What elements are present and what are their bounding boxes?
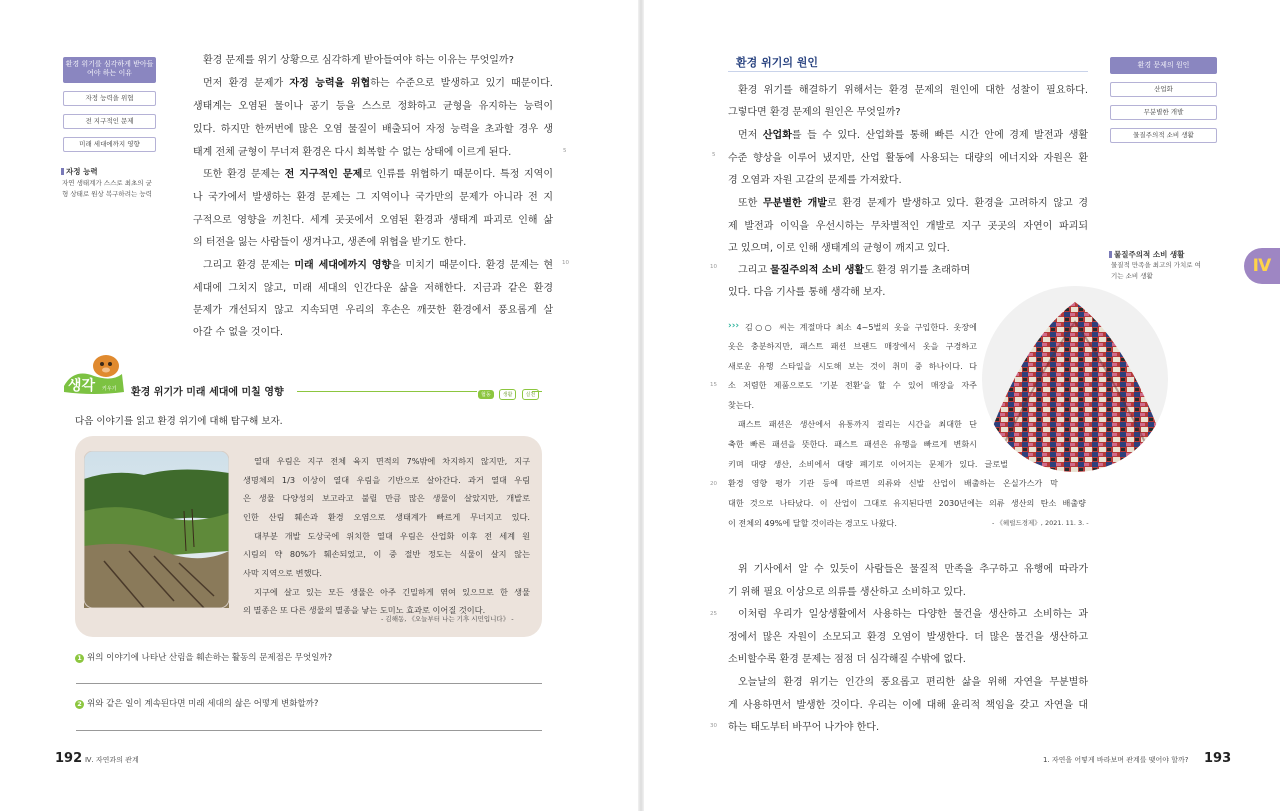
- text-line: [728, 396, 788, 416]
- question-number: 1: [75, 654, 84, 663]
- section-title: 환경 위기의 원인: [736, 56, 819, 69]
- text-line: [193, 278, 553, 300]
- text-line: [728, 474, 1058, 494]
- text-run: 도 환경 위기를 초래하며: [864, 265, 971, 276]
- text-run: 있다. 다음 기사를 통해 생각해 보자.: [728, 287, 886, 298]
- text-run: 를 들 수 있다. 산업화를 통해 빠른 시간 안에 경제 발전과 생활: [791, 130, 1089, 141]
- text-run: 열대 우림은 지구 전체 육지 면적의 7%밖에 차지하지 않지만, 지구: [254, 456, 530, 466]
- glossary-title: 자정 능력: [61, 166, 98, 177]
- line-number: 15: [710, 382, 717, 388]
- think-tags: [478, 381, 539, 400]
- text-line: [254, 527, 530, 546]
- line-number: 30: [710, 723, 717, 729]
- text-run: 새로운 유행 스타일을 시도해 보는 것이 취미 중 하나이다. 다: [728, 361, 977, 371]
- question-1: [75, 651, 332, 663]
- question-number: 2: [75, 700, 84, 709]
- text-line: [738, 125, 1088, 147]
- text-run: 수준 향상을 이루어 냈지만, 산업 활동에 사용되는 대량의 에너지와 자원은 환: [728, 153, 1088, 164]
- text-run: 소비할수록 환경 문제는 점점 더 심각해질 수밖에 없다.: [728, 654, 966, 665]
- text-run: 시림의 약 80%가 훼손되었고, 이 중 절반 정도는 식물이 살지 않는: [243, 549, 530, 559]
- text-run: 경 오염과 자원 고갈의 문제를 가져왔다.: [728, 175, 902, 186]
- key-term: 물질주의적 소비 생활: [770, 265, 865, 276]
- text-line: [203, 255, 553, 277]
- text-run: 그렇다면 환경 문제의 원인은 무엇일까?: [728, 107, 901, 118]
- text-run: 이처럼 우리가 일상생활에서 사용하는 다양한 물건을 생산하고 소비하는 과: [738, 609, 1088, 620]
- text-line: [728, 170, 958, 192]
- section-title-rule: [728, 71, 1088, 72]
- text-line: [728, 717, 898, 739]
- text-run: 찾는다.: [728, 400, 755, 410]
- right-nav-item-1[interactable]: 산업화: [1110, 82, 1217, 97]
- text-run: 고 있으며, 이로 인해 생태계의 균형이 깨지고 있다.: [728, 243, 950, 254]
- text-line: [738, 80, 1088, 102]
- text-line: [738, 559, 1088, 581]
- right-glossary-body-2: 기는 소비 생활: [1111, 272, 1153, 280]
- news-source: - 《헤럴드경제》, 2021. 11. 3. -: [992, 519, 1089, 527]
- text-run: 먼저 환경 문제가: [203, 78, 290, 89]
- question-2: [75, 697, 318, 709]
- text-run: 아갈 수 없을 것이다.: [193, 327, 283, 338]
- text-run: 대부분 개발 도상국에 위치한 열대 우림은 산업화 이후 전 세계 원: [254, 531, 530, 541]
- sidebar-item-1[interactable]: 자정 능력을 위협: [63, 91, 156, 106]
- chapter-tab[interactable]: Ⅳ: [1244, 248, 1280, 284]
- story-source: - 김해동, 《오늘부터 나는 기후 시민입니다》 -: [381, 615, 514, 623]
- think-badge-icon: [60, 352, 128, 398]
- text-line: [728, 216, 1088, 238]
- sidebar-item-2[interactable]: 전 지구적인 문제: [63, 114, 156, 129]
- text-line: [728, 357, 977, 377]
- text-line: [728, 282, 928, 304]
- text-line: [728, 102, 928, 124]
- text-run: 이 전체의 49%에 달할 것이라는 경고도 나왔다.: [728, 518, 897, 528]
- text-line: [203, 164, 553, 186]
- text-line: [203, 50, 548, 72]
- text-line: [728, 337, 977, 357]
- text-run: 환경 위기를 해결하기 위해서는 환경 문제의 원인에 대한 성찰이 필요하다.: [738, 85, 1088, 96]
- text-run: 하는 수준으로 발생하고 있기 때문이다.: [370, 78, 553, 89]
- text-line: [193, 210, 553, 232]
- text-run: 인한 산림 훼손과 환경 오염으로 생태계가 빠르게 무너지고 있다.: [243, 512, 530, 522]
- text-line: [193, 300, 553, 322]
- text-run: 오늘날의 환경 위기는 인간의 풍요롭고 편리한 삶을 위해 자연을 무분별하: [738, 677, 1088, 688]
- text-run: 구적으로 영향을 끼친다. 세계 곳곳에서 오염된 환경과 생태계 파괴로 인해 삶: [193, 215, 553, 226]
- text-run: 위 기사에서 알 수 있듯이 사람들은 물질적 만족을 추구하고 유행에 따라가: [738, 564, 1088, 575]
- text-line: [203, 73, 553, 95]
- key-term: 미래 세대에까지 영향: [294, 260, 392, 271]
- think-divider: [297, 391, 477, 392]
- text-run: 옷은 충분하지만, 패스트 패션 브랜드 매장에서 옷을 구경하고: [728, 341, 977, 351]
- text-run: 로 인류를 위협하기 때문이다. 특정 지역이: [362, 169, 554, 180]
- text-run: 로 환경 문제가 발생하고 있다. 환경을 고려하지 않고 경: [826, 198, 1088, 209]
- line-number: 20: [710, 481, 717, 487]
- text-run: 의 멸종은 또 다른 생물의 멸종을 낳는 도미노 효과로 이어질 것이다.: [243, 605, 486, 615]
- page-number-right: 193: [1204, 751, 1232, 766]
- think-divider-end: [532, 391, 542, 392]
- text-line: [243, 564, 343, 583]
- text-run: 소 저렴한 제품으로도 '기분 전환'을 할 수 있어 매장을 자주: [728, 380, 977, 390]
- text-run: 세대에 그치지 않고, 미래 세대의 인간다운 삶을 저해한다. 지금과 같은 환경: [193, 283, 553, 294]
- answer-line-2[interactable]: [76, 730, 542, 731]
- question-text: 위의 이야기에 나타난 산림을 훼손하는 활동의 문제점은 무엇일까?: [87, 653, 333, 663]
- text-line: [728, 582, 978, 604]
- text-run: 문제가 개선되지 않고 지속되면 우리의 후손은 깨끗한 환경에서 풍요롭게 살: [193, 305, 553, 316]
- deforestation-photo: [84, 451, 229, 608]
- text-run: 을 미치기 때문이다. 환경 문제는 현: [391, 260, 554, 271]
- text-run: 게 사용하면서 발생한 것이다. 우리는 이에 대해 윤리적 책임을 갖고 자연을 대: [728, 700, 1088, 711]
- text-run: 환경 문제를 위기 상황으로 심각하게 받아들여야 하는 이유는 무엇일까?: [203, 55, 514, 66]
- line-number: 25: [710, 611, 717, 617]
- text-line: [243, 508, 530, 527]
- answer-line-1[interactable]: [76, 683, 542, 684]
- text-run: 김○○ 씨는 계절마다 최소 4~5벌의 옷을 구입한다. 옷장에: [745, 322, 977, 332]
- line-number: 5: [712, 152, 716, 158]
- news-arrow-icon: ›››: [728, 321, 740, 331]
- text-run: 축한 빠른 패션을 뜻한다. 패스트 패션은 유행을 빠르게 변화시: [728, 439, 977, 449]
- text-line: [728, 649, 988, 671]
- text-run: 태계 전체 균형이 무너져 환경은 다시 회복할 수 없는 상태에 이르게 된다.: [193, 147, 512, 158]
- text-run: 키며 대량 생산, 소비에서 대량 폐기로 이어지는 문제가 있다. 글로벌: [728, 459, 1008, 469]
- text-line: [243, 545, 530, 564]
- tag-cooperation: 협동: [478, 390, 494, 399]
- text-run: 사막 지역으로 변했다.: [243, 568, 322, 578]
- text-run: 환경 영향 평가 기관 등에 따르면 의류와 신발 산업이 배출하는 온실가스가 막: [728, 478, 1058, 488]
- page-gutter: [638, 0, 644, 811]
- key-term: 자정 능력을 위협: [289, 78, 371, 89]
- line-number: 10: [562, 260, 569, 266]
- tag-practice: 실천: [522, 389, 540, 400]
- line-number: 10: [710, 264, 717, 270]
- text-run: 기 위해 필요 이상으로 의류를 생산하고 소비하고 있다.: [728, 587, 966, 598]
- text-line: [254, 452, 530, 471]
- footer-chapter-right: 1. 자연을 어떻게 바라보며 관계를 맺어야 할까?: [1043, 756, 1189, 764]
- text-line: [193, 232, 493, 254]
- think-intro: 다음 이야기를 읽고 환경 위기에 대해 탐구해 보자.: [75, 416, 283, 427]
- text-line: [728, 148, 1088, 170]
- text-line: [738, 260, 983, 282]
- right-glossary-body-1: 물질적 만족을 최고의 가치로 여: [1111, 261, 1201, 269]
- glossary-body-2: 형 상태로 원상 복구하려는 능력: [62, 190, 152, 198]
- text-line: [243, 471, 530, 490]
- footer-chapter: Ⅳ. 자연과의 관계: [85, 756, 139, 764]
- text-run: 또한 환경 문제는: [203, 169, 285, 180]
- text-line: [193, 119, 553, 141]
- text-line: [728, 494, 1086, 514]
- text-run: 정에서 많은 자원이 소모되고 환경 오염이 발생한다. 더 많은 물건을 생산하고: [728, 632, 1088, 643]
- text-run: 은 생물 다양성의 보고라고 불릴 만큼 많은 생물이 살았지만, 개발로: [243, 493, 530, 503]
- sidebar-nav-head-label: 환경 위기를 심각하게 받아들여야 하는 이유: [65, 60, 154, 77]
- text-run: 생태계는 오염된 물이나 공기 등을 스스로 정화하고 균형을 유지하는 능력이: [193, 101, 553, 112]
- text-run: 먼저: [738, 130, 763, 141]
- text-run: 의 터전을 잃는 사람들이 생겨나고, 생존에 위협을 받기도 한다.: [193, 237, 467, 248]
- text-line: [745, 318, 977, 338]
- text-line: [728, 376, 977, 396]
- right-nav-item-2[interactable]: 무분별한 개발: [1110, 105, 1217, 120]
- text-line: [738, 604, 1088, 626]
- text-run: 하는 태도부터 바꾸어 나가야 한다.: [728, 722, 880, 733]
- text-line: [728, 627, 1088, 649]
- think-badge-sub: 키우기: [102, 386, 117, 392]
- text-run: 그리고: [738, 265, 771, 276]
- text-line: [738, 672, 1088, 694]
- text-line: [738, 415, 977, 435]
- text-line: [728, 455, 1008, 475]
- text-run: 생명체의 1/3 이상이 열대 우림을 기반으로 살아간다. 과거 열대 우림: [243, 475, 530, 485]
- text-line: [728, 514, 928, 534]
- text-line: [193, 187, 553, 209]
- text-line: [193, 322, 313, 344]
- think-badge-text: 생각: [68, 378, 96, 394]
- glossary-body-1: 자연 생태계가 스스로 최초의 균: [62, 179, 152, 187]
- key-term: 무분별한 개발: [763, 198, 827, 209]
- text-run: 제 발전과 이익을 우선시하는 무차별적인 개발로 지구 곳곳의 자연이 파괴되: [728, 221, 1088, 232]
- page-number: 192: [55, 751, 83, 766]
- sidebar-nav-head[interactable]: [63, 57, 156, 83]
- text-line: [728, 435, 977, 455]
- right-nav-item-3[interactable]: 물질주의적 소비 생활: [1110, 128, 1217, 143]
- text-line: [728, 695, 1088, 717]
- think-title: 환경 위기가 미래 세대에 미칠 영향: [131, 387, 284, 398]
- text-line: [243, 489, 530, 508]
- sidebar-item-3[interactable]: 미래 세대에까지 영향: [63, 137, 156, 152]
- text-line: [193, 96, 553, 118]
- text-line: [738, 193, 1088, 215]
- tag-life: 생활: [499, 389, 517, 400]
- text-run: 지구에 살고 있는 모든 생물은 아주 긴밀하게 엮여 있으므로 한 생물: [254, 587, 530, 597]
- text-run: 대한 것으로 나타났다. 이 산업이 그대로 유지된다면 2030년에는 의류 생산의 탄소 배출량: [728, 498, 1086, 508]
- line-number: 5: [563, 148, 567, 154]
- text-line: [254, 583, 530, 602]
- text-run: 있다. 하지만 한꺼번에 많은 오염 물질이 배출되어 자정 능력을 초과할 경우 생: [193, 124, 553, 135]
- text-run: 또한: [738, 198, 763, 209]
- key-term: 전 지구적인 문제: [284, 169, 363, 180]
- text-run: 패스트 패션은 생산에서 유통까지 걸리는 시간을 최대한 단: [738, 419, 977, 429]
- key-term: 산업화: [762, 130, 792, 141]
- text-line: [193, 142, 528, 164]
- text-run: 그리고 환경 문제는: [203, 260, 295, 271]
- question-text: 위와 같은 일이 계속된다면 미래 세대의 삶은 어떻게 변화할까?: [87, 699, 319, 709]
- clothes-pile-photo: [980, 282, 1170, 477]
- text-run: 나 국가에서 발생하는 환경 문제는 그 지역이나 국가만의 문제가 아니라 전 지: [193, 192, 553, 203]
- right-nav-head[interactable]: 환경 문제의 원인: [1110, 57, 1217, 74]
- text-line: [728, 238, 978, 260]
- right-glossary-title: 물질주의적 소비 생활: [1109, 249, 1184, 260]
